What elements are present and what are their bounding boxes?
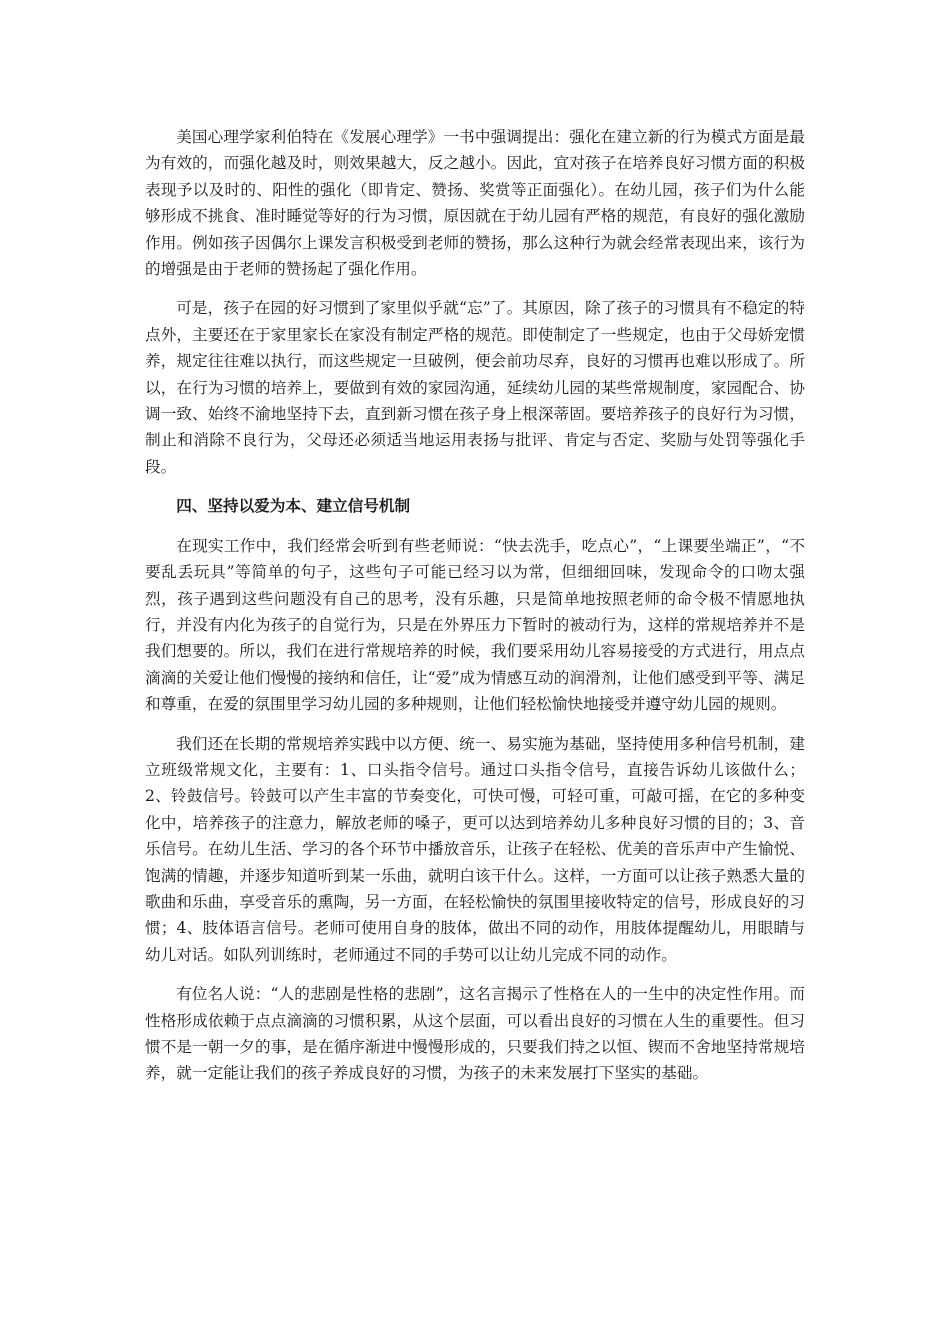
paragraph-reinforcement: 美国心理学家利伯特在《发展心理学》一书中强调提出：强化在建立新的行为模式方面是最为有效的，而强化越及时，则效果越大，反之越小。因此，宜对孩子在培养良好习惯方面的积极表现予以及时的、阳性的强化（即肯定、赞扬、奖赏等正面强化）。在幼儿园，孩子们为什么能够形成不挑食、准时睡觉等好的行为习惯，原因就在于幼儿园有严格的规范，有良好的强化激励作用。例如孩子因偶尔上课发言积极受到老师的赞扬，那么这种行为就会经常表现出来，该行为的增强是由于老师的赞扬起了强化作用。 <box>145 128 805 279</box>
section-heading: 四、坚持以爱为本、建立信号机制 <box>176 497 411 516</box>
paragraph-conclusion: 有位名人说：“人的悲剧是性格的悲剧”，这名言揭示了性格在人的一生中的决定性作用。而性格形成依赖于点点滴滴的习惯积累，从这个层面，可以看出良好的习惯在人生的重要性。但习惯不是一朝一夕的事，是在循序渐进中慢慢形成的，只要我们持之以恒、锲而不舍地坚持常规培养，就一定能让我们的孩子养成良好的习惯，为孩子的未来发展打下坚实的基础。 <box>145 985 805 1083</box>
document-body <box>145 124 805 1100</box>
paragraph-home-habits: 可是，孩子在园的好习惯到了家里似乎就“忘”了。其原因，除了孩子的习惯具有不稳定的特点外，主要还在于家里家长在家没有制定严格的规范。即使制定了一些规定，也由于父母娇宠惯养，规定往往难以执行，而这些规定一旦破例，便会前功尽弃，良好的习惯再也难以形成了。所以，在行为习惯的培养上，要做到有效的家园沟通，延续幼儿园的某些常规制度，家园配合、协调一致、始终不渝地坚持下去，直到新习惯在孩子身上根深蒂固。要培养孩子的良好行为习惯，制止和消除不良行为，父母还必须适当地运用表扬与批评、肯定与否定、奖励与处罚等强化手段。 <box>145 299 805 476</box>
paragraph-signal-mechanism: 我们还在长期的常规培养实践中以方便、统一、易实施为基础，坚持使用多种信号机制，建立班级常规文化，主要有：1、口头指令信号。通过口头指令信号，直接告诉幼儿该做什么；2、铃鼓信号。铃鼓可以产生丰富的节奏变化，可快可慢，可轻可重，可敲可摇，在它的多种变化中，培养孩子的注意力，解放老师的嗓子，更可以达到培养幼儿多种良好习惯的目的；3、音乐信号。在幼儿生活、学习的各个环节中播放音乐，让孩子在轻松、优美的音乐声中产生愉悦、饱满的情趣，并逐步知道听到某一乐曲，就明白该干什么。这样，一方面可以让孩子熟悉大量的歌曲和乐曲，享受音乐的熏陶，另一方面，在轻松愉快的氛围里接收特定的信号，形成良好的习惯；4、肢体语言信号。老师可使用自身的肢体，做出不同的动作，用肢体提醒幼儿，用眼睛与幼儿对话。如队列训练时，老师通过不同的手势可以让幼儿完成不同的动作。 <box>145 734 805 964</box>
paragraph-love-based: 在现实工作中，我们经常会听到有些老师说：“快去洗手，吃点心”，“上课要坐端正”，“不要乱丢玩具”等简单的句子，这些句子可能已经习以为常，但细细回味，发现命令的口吻太强烈，孩子遇到这些问题没有自己的思考，没有乐趣，只是简单地按照老师的命令极不情愿地执行，并没有内化为孩子的自觉行为，只是在外界压力下暂时的被动行为，这样的常规培养并不是我们想要的。所以，我们在进行常规培养的时候，我们要采用幼儿容易接受的方式进行，用点点滴滴的关爱让他们慢慢的接纳和信任，让“爱”成为情感互动的润滑剂，让他们感受到平等、满足和尊重，在爱的氛围里学习幼儿园的多种规则，让他们轻松愉快地接受并遵守幼儿园的规则。 <box>145 536 805 714</box>
